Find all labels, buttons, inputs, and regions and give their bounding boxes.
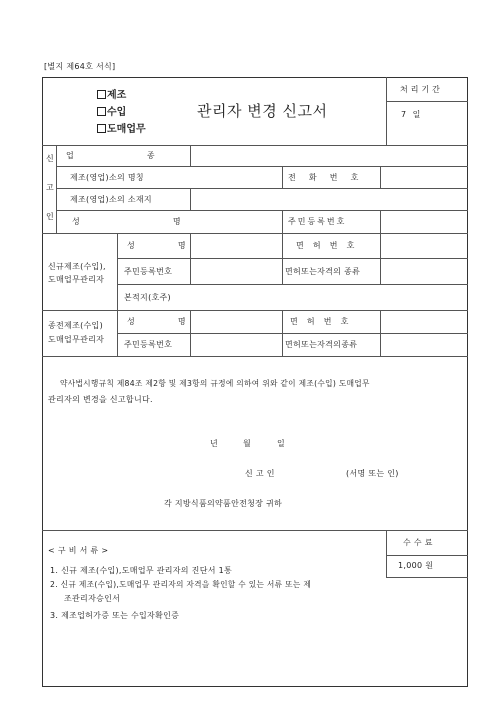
divider (282, 210, 283, 233)
phone-label: 전 화 번 호 (288, 173, 359, 182)
option-label: 수입 (107, 107, 127, 118)
processing-period-label: 처리기간 (400, 85, 443, 94)
new-manager-name-field[interactable] (191, 234, 281, 258)
option-import[interactable] (97, 107, 126, 118)
divider (386, 101, 468, 102)
fee-value: 1,000 원 (398, 561, 434, 570)
signature-label: (서명 또는 인) (346, 469, 399, 478)
divider (386, 577, 468, 578)
document-item: 조관리자승인서 (64, 594, 121, 603)
phone-field[interactable] (381, 167, 467, 188)
facility-name-field[interactable] (191, 167, 281, 188)
checkbox-icon[interactable] (97, 124, 106, 133)
divider (56, 145, 57, 233)
business-type-label: 업 종 (66, 151, 155, 160)
date-day-label: 일 (277, 439, 286, 448)
applicant-name-field[interactable] (191, 211, 281, 233)
date-year-label: 년 (210, 439, 219, 448)
old-manager-resident-no-label: 주민등록번호 (124, 340, 173, 349)
divider (386, 77, 387, 145)
divider (386, 555, 468, 556)
address-label: 제조(영업)소의 소재지 (70, 195, 152, 204)
divider (42, 356, 468, 357)
new-manager-license-no-field[interactable] (381, 234, 467, 258)
fee-label: 수 수 료 (403, 538, 433, 547)
document-item: 1. 신규 제조(수입),도매업무 관리자의 진단서 1통 (50, 566, 233, 575)
documents-header: < 구 비 서 류 > (48, 546, 109, 555)
new-manager-domicile-field[interactable] (191, 285, 467, 310)
divider (386, 530, 387, 555)
new-manager-name-label: 성 명 (127, 241, 186, 250)
option-label: 제조 (107, 90, 127, 101)
old-manager-label: 도매업무관리자 (48, 335, 105, 344)
applicant-resident-no-field[interactable] (381, 211, 467, 233)
new-manager-label: 신규제조(수입), (48, 262, 106, 271)
addressee: 각 지방식품의약품안전청장 귀하 (164, 499, 283, 508)
old-manager-license-no-field[interactable] (381, 311, 467, 333)
old-manager-license-no-label: 면 허 번 호 (290, 317, 349, 326)
facility-name-label: 제조(영업)소의 명칭 (70, 173, 144, 182)
new-manager-license-type-field[interactable] (381, 259, 467, 284)
new-manager-domicile-label: 본적지(호주) (124, 293, 171, 302)
divider (386, 555, 387, 577)
processing-period-value: 7 일 (401, 110, 423, 119)
new-manager-resident-no-field[interactable] (191, 259, 281, 284)
new-manager-license-type-label: 면허또는자격의 종류 (285, 267, 361, 276)
divider (282, 166, 283, 188)
divider (117, 233, 118, 310)
form-title: 관리자 변경 신고서 (197, 102, 328, 120)
applicant-name-label: 성 명 (72, 217, 181, 226)
applicant-resident-no-label: 주민등록번호 (288, 217, 347, 226)
applicant-side-label: 고 (46, 183, 55, 192)
new-manager-license-no-label: 면 허 번 호 (296, 241, 355, 250)
document-item: 3. 제조업허가증 또는 수입자확인증 (50, 611, 180, 620)
old-manager-label: 종전제조(수입) (48, 321, 104, 330)
reporter-label: 신 고 인 (245, 469, 275, 478)
checkbox-icon[interactable] (97, 90, 106, 99)
document-item: 2. 신규 제조(수입),도매업무 관리자의 자격을 확인할 수 있는 서류 또는 제 (50, 580, 312, 589)
divider (42, 530, 468, 531)
divider (282, 233, 283, 284)
form-number-label: [별지 제64호 서식] (44, 62, 116, 71)
option-manufacture[interactable] (97, 90, 126, 101)
statement-text: 관리자의 변경을 신고합니다. (48, 395, 153, 404)
option-label: 도매업무 (107, 124, 146, 135)
business-type-field[interactable] (191, 146, 467, 166)
divider (282, 310, 283, 356)
statement-text: 약사법시행규칙 제84조 제2항 및 제3항의 규정에 의하여 위와 같이 제조(수입) 도매업무 (60, 379, 370, 388)
old-manager-name-label: 성 명 (127, 317, 186, 326)
new-manager-label: 도매업무관리자 (48, 275, 105, 284)
old-manager-license-type-field[interactable] (381, 334, 467, 356)
applicant-side-label: 인 (46, 212, 55, 221)
old-manager-name-field[interactable] (191, 311, 281, 333)
applicant-side-label: 신 (46, 154, 55, 163)
checkbox-icon[interactable] (97, 107, 106, 116)
new-manager-resident-no-label: 주민등록번호 (124, 267, 173, 276)
option-wholesale[interactable] (97, 124, 146, 135)
old-manager-resident-no-field[interactable] (191, 334, 281, 356)
address-field[interactable] (191, 189, 467, 210)
date-month-label: 월 (243, 439, 252, 448)
old-manager-license-type-label: 면허또는자격의종류 (285, 340, 358, 349)
divider (117, 310, 118, 356)
